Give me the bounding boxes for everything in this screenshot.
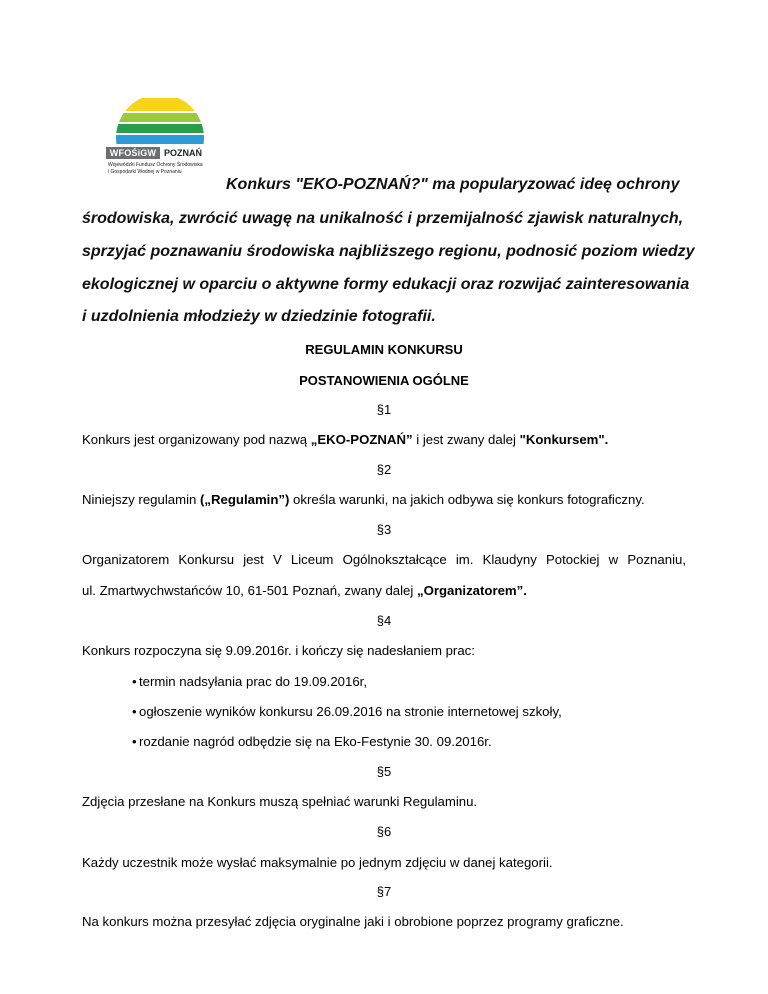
intro-line-4: ekologicznej w oparciu o aktywne formy edukacji oraz rozwijać zainteresowania [82, 276, 690, 293]
bullet-icon: • [132, 704, 137, 719]
s1-konkurs-bold: "Konkursem". [519, 432, 609, 447]
section-4-bullet-2 [132, 704, 562, 719]
logo-badge: WFOŚiGW [106, 147, 160, 159]
bullet-text: rozdanie nagród odbędzie się na Eko-Festynie 30. 09.2016r. [139, 734, 492, 749]
bullet-icon: • [132, 734, 137, 749]
section-1-text [82, 432, 608, 447]
section-3-line-2 [82, 583, 527, 598]
section-3-line-1: Organizatorem Konkursu jest V Liceum Ogólnokształcące im. Klaudyny Potockiej w Poznaniu, [82, 552, 686, 567]
section-number-2: §2 [376, 462, 392, 477]
s3-text-a: ul. Zmartwychwstańców 10, 61-501 Poznań, zwany dalej [82, 583, 417, 598]
section-2-text [82, 492, 645, 507]
logo-city: POZNAŃ [164, 148, 202, 158]
intro-line-1: Konkurs "EKO-POZNAŃ?" ma popularyzować ideę ochrony [226, 176, 680, 193]
heading-postanowienia: POSTANOWIENIA OGÓLNE [299, 373, 469, 388]
section-4-text: Konkurs rozpoczyna się 9.09.2016r. i kończy się nadesłaniem prac: [82, 643, 475, 658]
heading-regulamin: REGULAMIN KONKURSU [305, 342, 463, 357]
section-number-7: §7 [376, 884, 392, 899]
logo-subtitle-1: Wojewódzki Fundusz Ochrony Środowiska [108, 162, 203, 168]
intro-line-2: środowiska, zwrócić uwagę na unikalność i przemijalność zjawisk naturalnych, [82, 210, 684, 227]
s1-text-c: i jest zwany dalej [412, 432, 520, 447]
section-number-1: §1 [376, 402, 392, 417]
bullet-text: termin nadsyłania prac do 19.09.2016r, [139, 674, 367, 689]
s3-organizator-bold: „Organizatorem”. [416, 583, 527, 598]
s2-text-a: Niniejszy regulamin [82, 492, 200, 507]
section-6-text: Każdy uczestnik może wysłać maksymalnie po jednym zdjęciu w danej kategorii. [82, 855, 553, 870]
section-number-5: §5 [376, 764, 392, 779]
bullet-icon: • [132, 674, 137, 689]
intro-line-5: i uzdolnienia młodzieży w dziedzinie fotografii. [82, 308, 436, 325]
section-number-3: §3 [376, 522, 392, 537]
section-4-bullet-3 [132, 734, 492, 749]
bullet-text: ogłoszenie wyników konkursu 26.09.2016 na stronie internetowej szkoły, [139, 704, 562, 719]
s2-regulamin-bold: („Regulamin”) [200, 492, 290, 507]
section-number-4: §4 [376, 613, 392, 628]
section-number-6: §6 [376, 824, 392, 839]
section-5-text: Zdjęcia przesłane na Konkurs muszą spełniać warunki Regulaminu. [82, 794, 478, 809]
intro-line-3: sprzyjać poznawaniu środowiska najbliższego regionu, podnosić poziom wiedzy [82, 243, 695, 260]
logo-subtitle-2: i Gospodarki Wodnej w Poznaniu [108, 169, 182, 175]
s2-text-c: określa warunki, na jakich odbywa się konkurs fotograficzny. [289, 492, 645, 507]
logo-sun-graphic [98, 98, 230, 148]
section-4-bullet-1 [132, 674, 367, 689]
s1-name-bold: „EKO-POZNAŃ” [310, 432, 413, 447]
s1-text-a: Konkurs jest organizowany pod nazwą [82, 432, 311, 447]
section-7-text: Na konkurs można przesyłać zdjęcia oryginalne jaki i obrobione poprzez programy graficzne. [82, 914, 624, 929]
wfosigw-logo [98, 98, 230, 190]
